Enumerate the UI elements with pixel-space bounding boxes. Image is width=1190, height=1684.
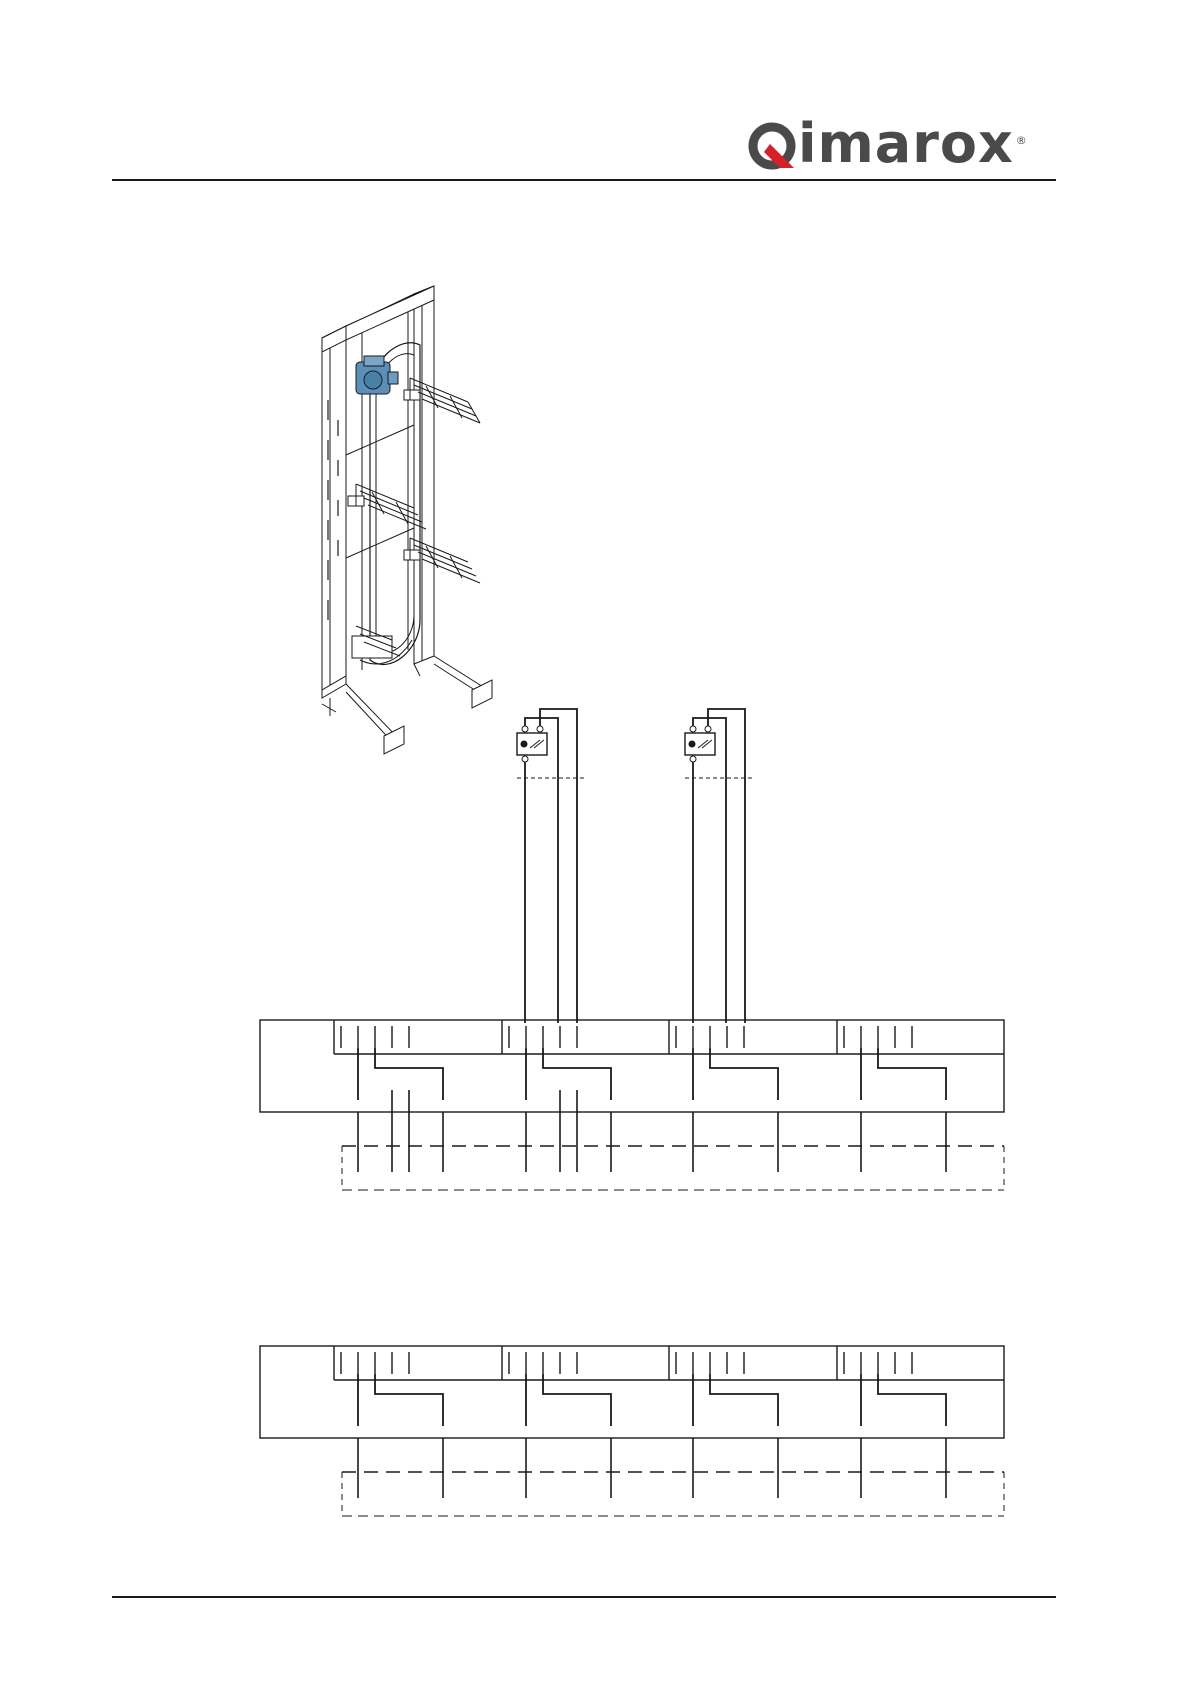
- drive-motor: [356, 356, 398, 394]
- logo-wordmark: imarox: [798, 112, 1014, 175]
- photo-sensor-icon: [517, 726, 547, 762]
- machine-base: [322, 656, 492, 754]
- carrier-bottom: [352, 626, 412, 664]
- lower-schematic: [260, 1346, 1004, 1516]
- upper-schematic: [260, 709, 1004, 1190]
- vertical-conveyor-illustration: [322, 286, 492, 754]
- registered-mark: ®: [1015, 134, 1027, 147]
- photo-sensor-icon: [685, 726, 715, 762]
